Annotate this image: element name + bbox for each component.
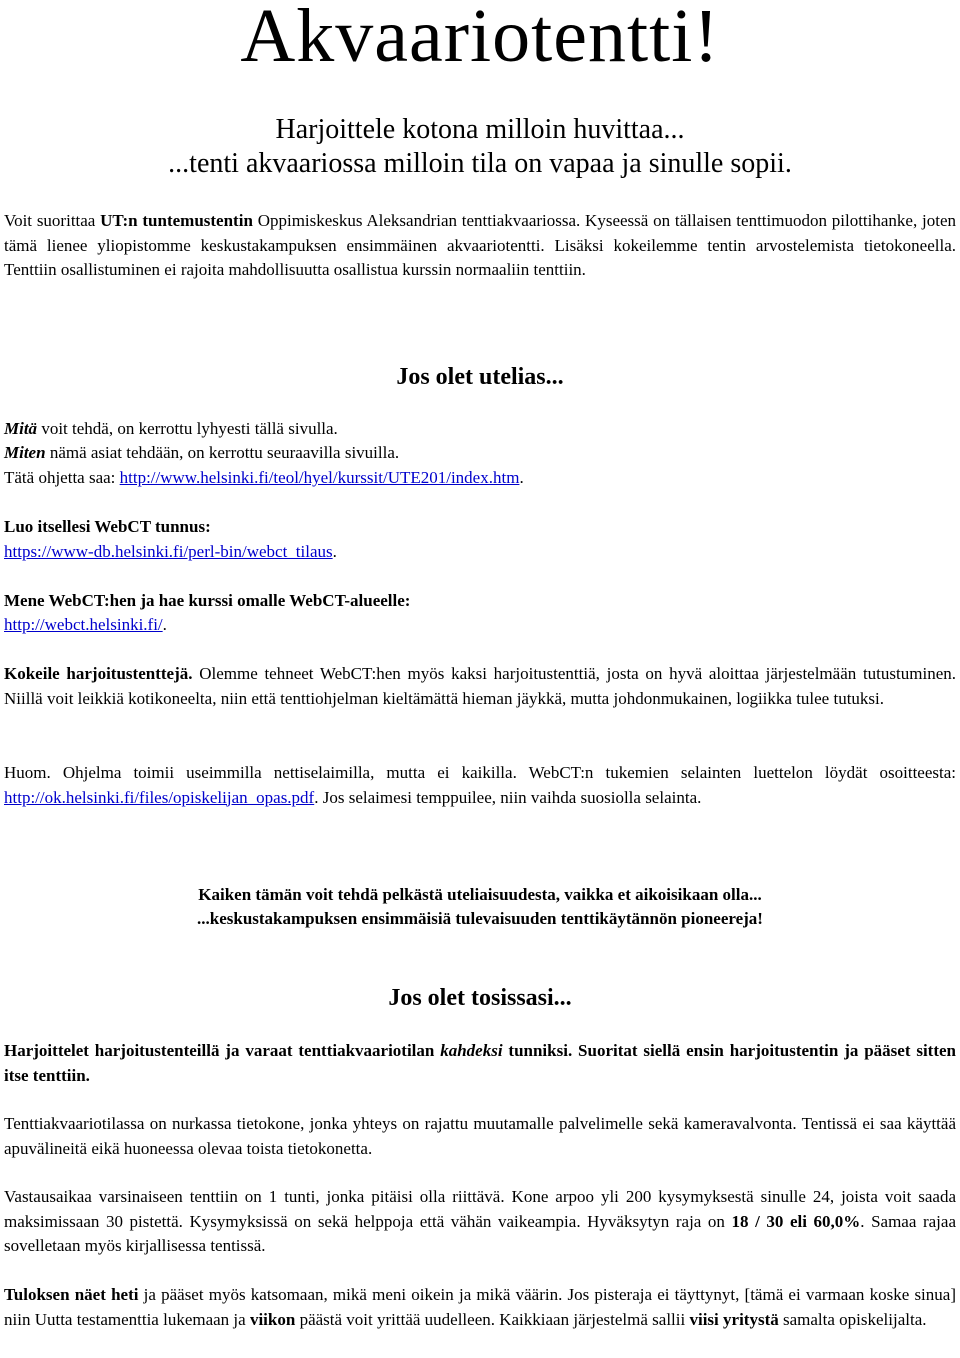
serious-heading: Jos olet tosissasi... xyxy=(388,985,572,1011)
curious-heading: Jos olet utelias... xyxy=(396,364,564,390)
miten-line: Miten nämä asiat tehdään, on kerrottu seuraavilla sivuilla. xyxy=(4,443,400,462)
serious-paragraph-4: Tuloksen näet heti ja pääset myös katsomaan, mikä meni oikein ja mikä väärin. Jos pisteraja ei täyttynyt, [tämä ei varmaan koske sinua] niin Uutta testamenttia lukemaan ja viikon päästä voit yrittää uudelleen. Kaikkiaan järjestelmä sallii viisi yritystä samalta opiskelijalta. xyxy=(4,1285,956,1329)
pioneer-line-1: Kaiken tämän voit tehdä pelkästä uteliaisuudesta, vaikka et aikoisikaan olla... xyxy=(198,885,762,904)
mita-line: Mitä voit tehdä, on kerrottu lyhyesti tällä sivulla. xyxy=(4,419,338,438)
ohje-link[interactable]: http://www.helsinki.fi/teol/hyel/kurssit/UTE201/index.htm xyxy=(119,468,520,487)
course-name: UT:n tuntemustentin xyxy=(100,211,253,230)
serious-paragraph-3: Vastausaikaa varsinaiseen tenttiin on 1 tunti, jonka pitäisi olla riittävä. Kone arpoo yli 200 kysymyksestä sinulle 24, joista voit saada maksimissaan 30 pistettä. Kysymyksissä on sekä helppoja että vähän vaikeampia. Hyväksytyn raja on 18 / 30 eli 60,0%. Samaa rajaa sovelletaan myös kirjallisessa tentissä. xyxy=(4,1187,956,1255)
webct-link[interactable]: http://webct.helsinki.fi/ xyxy=(4,615,163,634)
page-title: Akvaariotentti! xyxy=(240,0,720,78)
mene-heading: Mene WebCT:hen ja hae kurssi omalle WebCT-alueelle: xyxy=(4,591,411,610)
serious-intro: Harjoittelet harjoitustenteillä ja varaat tenttiakvaariotilan kahdeksi tunniksi. Suoritat siellä ensin harjoitustentin ja pääset sitten itse tenttiin. xyxy=(4,1041,956,1085)
subtitle-line-1: Harjoittele kotona milloin huvittaa... xyxy=(275,114,685,145)
pioneer-line-2: ...keskustakampuksen ensimmäisiä tulevaisuuden tenttikäytännön pioneereja! xyxy=(197,909,763,928)
kokeile-paragraph: Kokeile harjoitustenttejä. Olemme tehneet WebCT:hen myös kaksi harjoitustenttiä, josta on hyvä aloittaa järjestelmään tutustuminen. Niillä voit leikkiä kotikoneelta, niin että tenttiohjelman kieltämättä hieman jäykkä, mutta johdonmukainen, logiikka tulee tutuksi. xyxy=(4,664,956,708)
opas-link[interactable]: http://ok.helsinki.fi/files/opiskelijan_opas.pdf xyxy=(4,787,315,807)
tunnus-link[interactable]: https://www-db.helsinki.fi/perl-bin/webct_tilaus xyxy=(4,542,333,561)
intro-paragraph: Voit suorittaa UT:n tuntemustentin Oppimiskeskus Aleksandrian tenttiakvaariossa. Kyseessä on tällaisen tenttimuodon pilottihanke, joten tämä lienee yliopistomme keskustakampuksen ensimmäinen akvaariotentti. Lisäksi kokeilemme tentin arvostelemista tietokoneella. Tenttiin osallistuminen ei rajoita mahdollisuutta osallistua kurssin normaaliin tenttiin. xyxy=(4,211,956,279)
mene-line: http://webct.helsinki.fi/. xyxy=(4,615,167,634)
ohje-line: Tätä ohjetta saa: http://www.helsinki.fi/teol/hyel/kurssit/UTE201/index.htm. xyxy=(4,468,524,487)
tunnus-heading: Luo itsellesi WebCT tunnus: xyxy=(4,517,211,536)
subtitle-line-2: ...tenti akvaariossa milloin tila on vapaa ja sinulle sopii. xyxy=(168,148,792,179)
tunnus-line: https://www-db.helsinki.fi/perl-bin/webct_tilaus. xyxy=(4,542,337,561)
huom-paragraph: Huom. Ohjelma toimii useimmilla nettiselaimilla, mutta ei kaikilla. WebCT:n tukemien selainten luettelon löydät osoitteesta: http://ok.helsinki.fi/files/opiskelijan_opas.pdf. Jos selaimesi temppuilee, niin vaihda suosiolla selainta. xyxy=(4,763,956,807)
serious-paragraph-2: Tenttiakvaariotilassa on nurkassa tietokone, jonka yhteys on rajattu muutamalle palvelimelle sekä kameravalvonta. Tentissä ei saa käyttää apuvälineitä eikä huoneessa olevaa toista tietokonetta. xyxy=(4,1114,956,1158)
